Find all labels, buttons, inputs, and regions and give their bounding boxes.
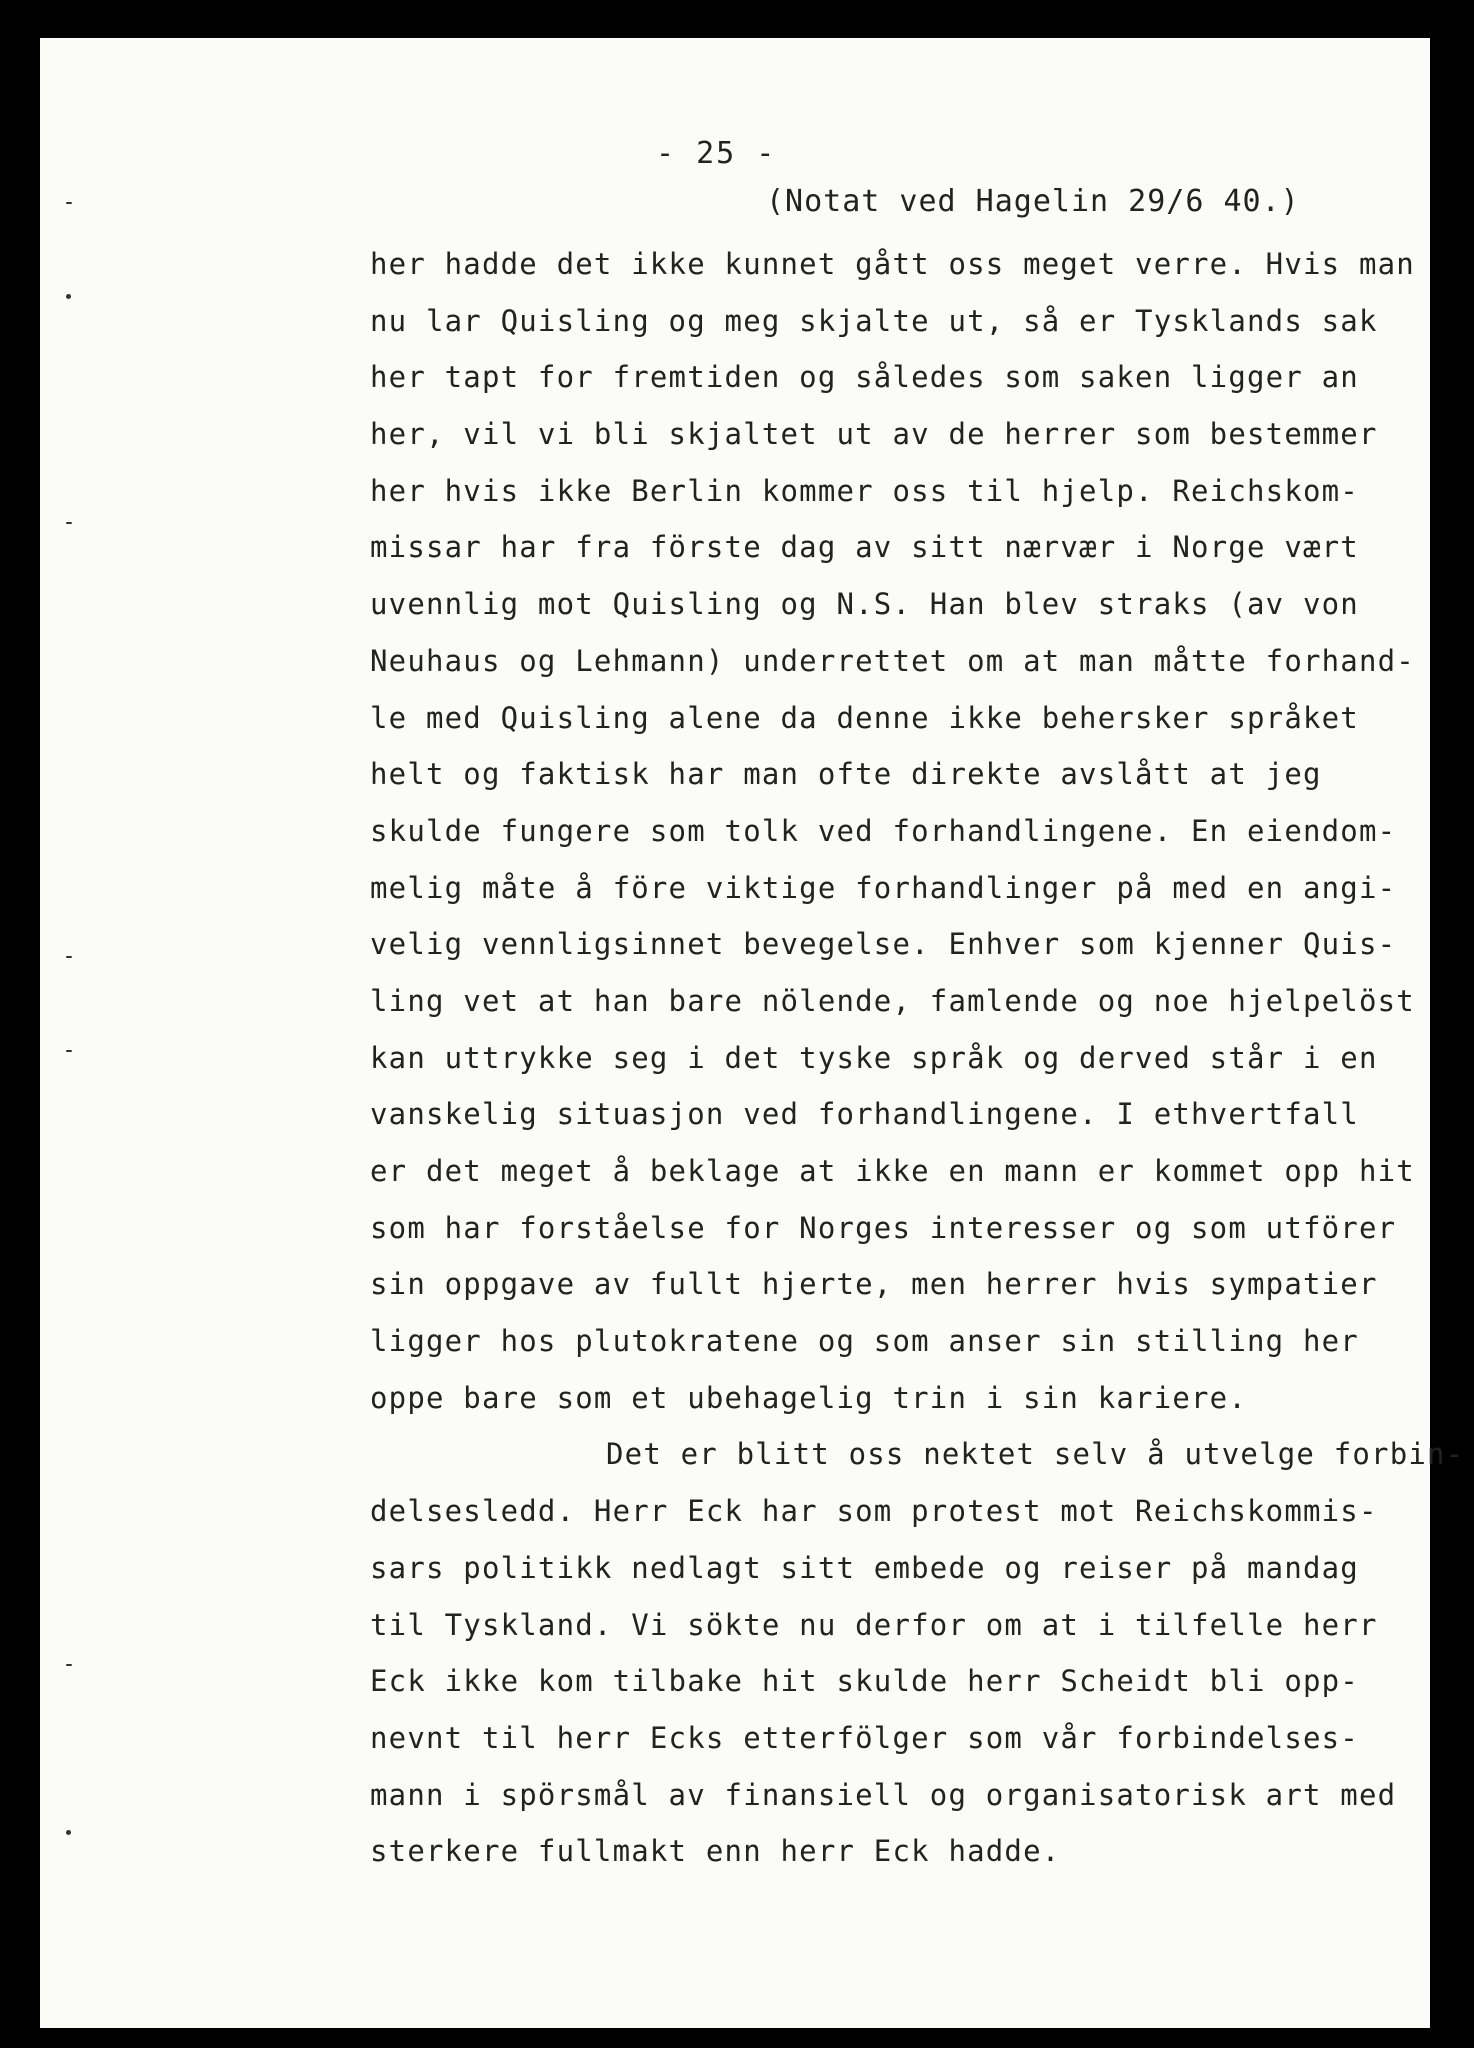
text-line: sin oppgave av fullt hjerte, men herrer hvis sympatier (370, 1267, 1378, 1302)
margin-mark (66, 522, 72, 524)
document-page (40, 38, 1465, 2028)
text-line: her hvis ikke Berlin kommer oss til hjelp. Reichskom- (370, 473, 1359, 508)
text-line: skulde fungere som tolk ved forhandlingene. En eiendom- (370, 813, 1397, 848)
text-line: Eck ikke kom tilbake hit skulde herr Scheidt bli opp- (370, 1664, 1359, 1699)
text-line: vanskelig situasjon ved forhandlingene. I ethvertfall (370, 1097, 1359, 1132)
text-line: som har forståelse for Norges interesser og som utförer (370, 1210, 1397, 1245)
text-line: oppe bare som et ubehagelig trin i sin kariere. (370, 1380, 1247, 1415)
text-line: her tapt for fremtiden og således som saken ligger an (370, 360, 1359, 395)
margin-mark (66, 294, 71, 299)
body-text (370, 236, 1465, 1880)
margin-mark (66, 1830, 71, 1835)
paragraph-start-line: Det er blitt oss nektet selv å utvelge forbin- (606, 1437, 1465, 1472)
text-line: til Tyskland. Vi sökte nu derfor om at i tilfelle herr (370, 1607, 1378, 1642)
text-line: nu lar Quisling og meg skjalte ut, så er Tysklands sak (370, 303, 1378, 338)
text-line: mann i spörsmål av finansiell og organisatorisk art med (370, 1777, 1397, 1812)
text-line: her, vil vi bli skjaltet ut av de herrer som bestemmer (370, 417, 1378, 452)
margin-mark (66, 1050, 72, 1052)
text-line: ligger hos plutokratene og som anser sin stilling her (370, 1324, 1359, 1359)
text-line: kan uttrykke seg i det tyske språk og derved står i en (370, 1040, 1378, 1075)
text-line: nevnt til herr Ecks etterfölger som vår forbindelses- (370, 1720, 1359, 1755)
text-line: her hadde det ikke kunnet gått oss meget verre. Hvis man (370, 247, 1415, 281)
text-line: sars politikk nedlagt sitt embede og reiser på mandag (370, 1550, 1359, 1585)
text-line: helt og faktisk har man ofte direkte avslått at jeg (370, 757, 1322, 792)
text-line: sterkere fullmakt enn herr Eck hadde. (370, 1834, 1061, 1869)
text-line: ling vet at han bare nölende, famlende og noe hjelpelöst (370, 983, 1415, 1018)
margin-mark (66, 1664, 72, 1666)
note-header: (Notat ved Hagelin 29/6 40.) (766, 184, 1300, 219)
text-line: velig vennligsinnet bevegelse. Enhver som kjenner Quis- (370, 927, 1397, 962)
text-line: le med Quisling alene da denne ikke behersker språket (370, 700, 1359, 735)
text-line: melig måte å före viktige forhandlinger på med en angi- (370, 870, 1397, 905)
text-line: Neuhaus og Lehmann) underrettet om at man måtte forhand- (370, 643, 1415, 678)
text-line: missar har fra förste dag av sitt nærvær i Norge vært (370, 530, 1359, 565)
margin-mark (66, 202, 72, 204)
text-line: er det meget å beklage at ikke en mann er kommet opp hit (370, 1154, 1415, 1188)
page-number: - 25 - (656, 136, 777, 171)
margin-mark (66, 956, 72, 958)
text-line: delsesledd. Herr Eck har som protest mot Reichskommis- (370, 1494, 1378, 1529)
text-line: uvennlig mot Quisling og N.S. Han blev straks (av von (370, 587, 1359, 622)
